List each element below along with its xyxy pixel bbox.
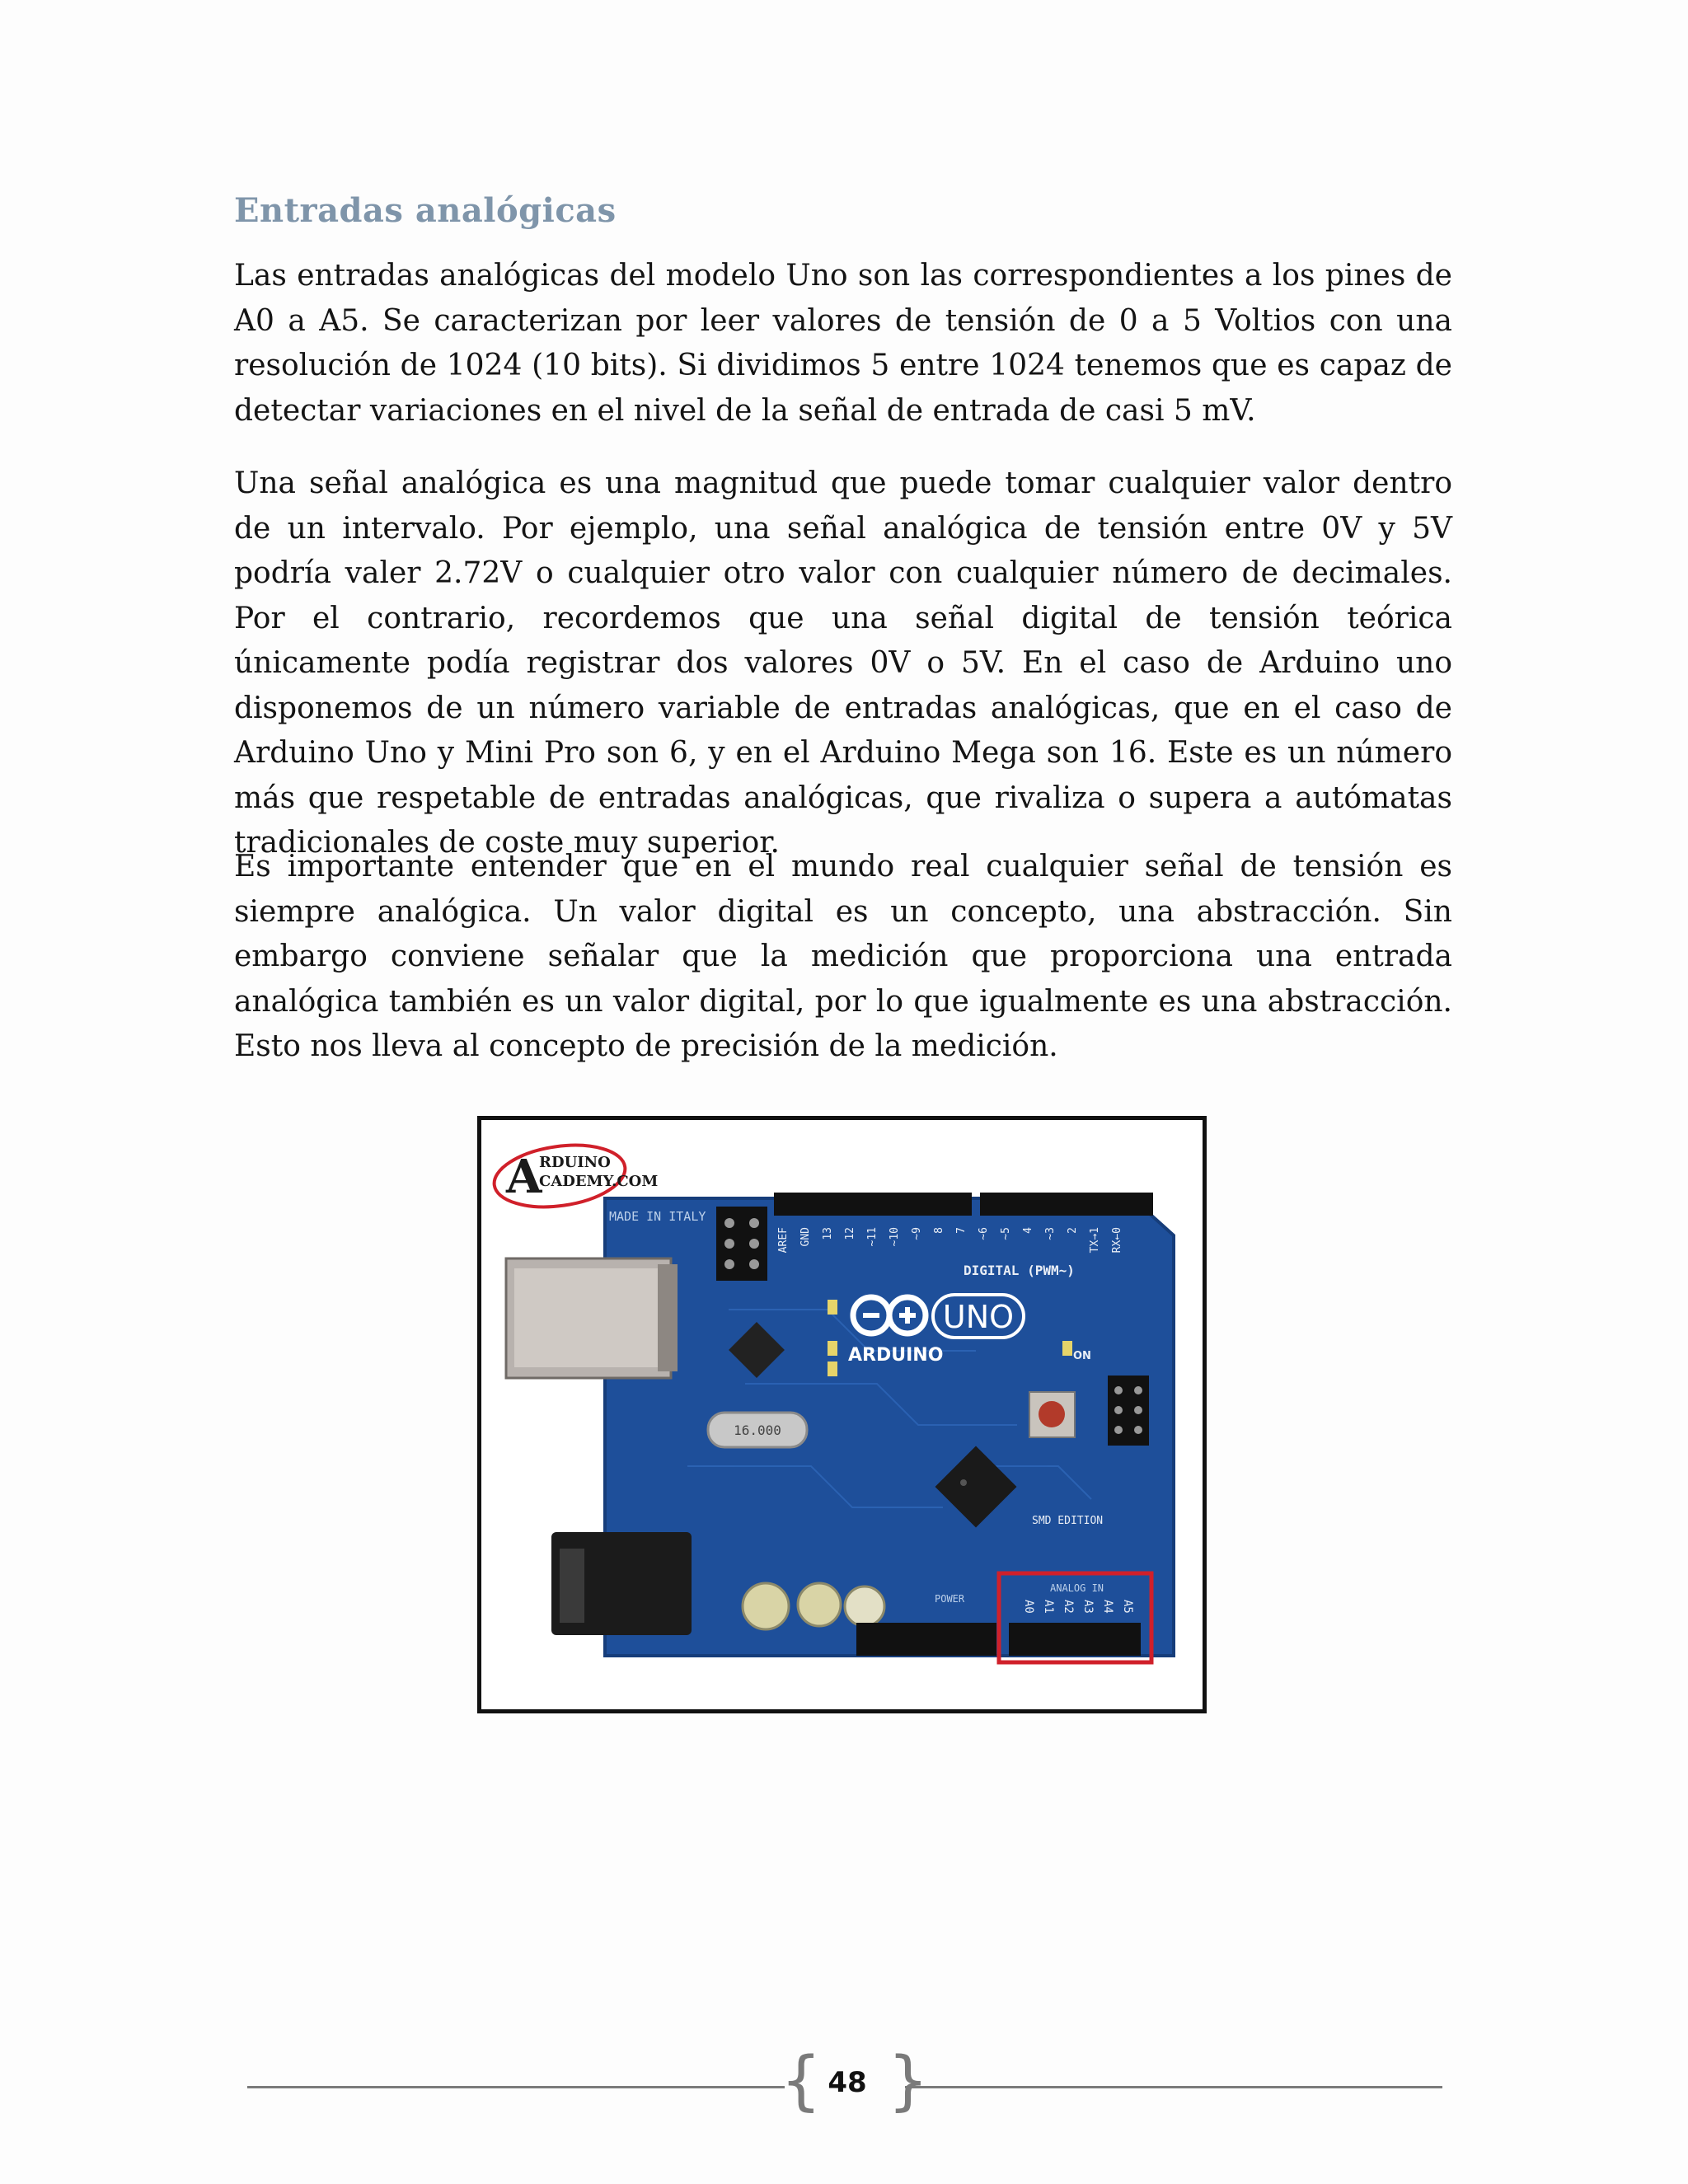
board-brand: ARDUINO	[848, 1345, 944, 1366]
power-header	[856, 1623, 996, 1656]
page-number: 48	[828, 2066, 867, 2099]
footer-brace-right: }	[888, 2044, 929, 2118]
digital-pin-label: 4	[1022, 1227, 1034, 1234]
analog-pin-label: A4	[1101, 1600, 1114, 1614]
analog-pin-label: A3	[1081, 1600, 1095, 1614]
digital-pin-label: 13	[822, 1227, 834, 1240]
digital-header	[774, 1193, 1153, 1216]
on-label: ON	[1073, 1350, 1091, 1362]
footer-brace-left: {	[781, 2044, 822, 2118]
power-label: POWER	[935, 1593, 965, 1605]
paragraph-2: Una señal analógica es una magnitud que puede tomar cualquier valor dentro de un intervalo. Por ejemplo, una señal analógica de tensión entre 0V y 5V podría valer 2.72V o cualquier otro valor con cualquier número de decimales. Por el contrario, recordemos que una señal digital de tensión teórica únicamente podía registrar dos valores 0V o 5V. En el caso de Arduino uno disponemos de un número variable de entradas analógicas, que en el caso de Arduino Uno y Mini Pro son 6, y en el Arduino Mega son 16. Este es un número más que respetable de entradas analógicas, que rivaliza o supera a autómatas tradicionales de coste muy superior.	[234, 466, 1452, 860]
paragraph-1: Las entradas analógicas del modelo Uno son las correspondientes a los pines de A0 a A5. Se caracterizan por leer valores de tensión de 0 a 5 Voltios con una resolución de 1024 (10 bits). Si dividimos 5 entre 1024 tenemos que es capaz de detectar variaciones en el nivel de la señal de entrada de casi 5 mV.	[234, 259, 1452, 428]
digital-pin-label: 8	[933, 1227, 945, 1234]
digital-pin-label: ~3	[1044, 1227, 1057, 1240]
digital-label: DIGITAL (PWM~)	[964, 1263, 1075, 1278]
smd-label: SMD EDITION	[1032, 1515, 1104, 1527]
led-tx	[828, 1341, 837, 1356]
analog-pin-label: A5	[1121, 1600, 1134, 1614]
digital-pin-label: RX←0	[1111, 1227, 1123, 1254]
analog-header	[1009, 1623, 1141, 1656]
icsp-header-right	[1108, 1376, 1149, 1446]
digital-pin-label: ~9	[911, 1227, 923, 1240]
led-l	[828, 1300, 837, 1315]
capacitor	[743, 1583, 789, 1629]
paragraph-3: Es importante entender que en el mundo real cualquier señal de tensión es siempre analógica. Un valor digital es un concepto, una abstracción. Sin embargo conviene señalar que la medición que proporciona una entrada analógica también es un valor digital, por lo que igualmente es una abstracción. Esto nos lleva al concepto de precisión de la medición.	[234, 850, 1452, 1063]
section-heading: Entradas analógicas	[234, 191, 617, 230]
watermark-line2: CADEMY.COM	[539, 1173, 659, 1190]
analog-pin-label: A1	[1042, 1600, 1055, 1614]
analog-in-label: ANALOG IN	[1050, 1582, 1104, 1594]
watermark-initial: A	[506, 1150, 542, 1204]
board-model: UNO	[942, 1299, 1015, 1335]
analog-pin-label: A0	[1022, 1600, 1035, 1614]
analog-pin-label: A2	[1062, 1600, 1075, 1614]
capacitor	[845, 1586, 884, 1626]
footer-rule-right	[905, 2086, 1442, 2088]
icsp-header	[716, 1207, 767, 1281]
digital-pin-label: ~11	[866, 1227, 879, 1247]
arduino-board-figure	[477, 1116, 1207, 1713]
capacitor	[798, 1583, 841, 1626]
digital-pin-label: ~10	[889, 1227, 901, 1247]
digital-pin-label: 7	[955, 1227, 968, 1234]
led-on	[1062, 1341, 1072, 1356]
led-rx	[828, 1361, 837, 1376]
digital-pin-label: ~5	[1000, 1227, 1012, 1240]
digital-pin-label: GND	[799, 1227, 812, 1247]
arduino-board-illustration	[481, 1120, 1203, 1709]
digital-pin-label: ~6	[978, 1227, 990, 1240]
made-in-label: MADE IN ITALY	[609, 1209, 706, 1224]
crystal-label: 16.000	[734, 1422, 781, 1438]
digital-pin-label: AREF	[777, 1227, 790, 1254]
watermark-line1: RDUINO	[539, 1154, 611, 1171]
digital-pin-label: 2	[1067, 1227, 1079, 1234]
footer-rule-left	[247, 2086, 785, 2088]
digital-pin-label: 12	[844, 1227, 856, 1240]
digital-pin-label: TX→1	[1089, 1227, 1101, 1254]
